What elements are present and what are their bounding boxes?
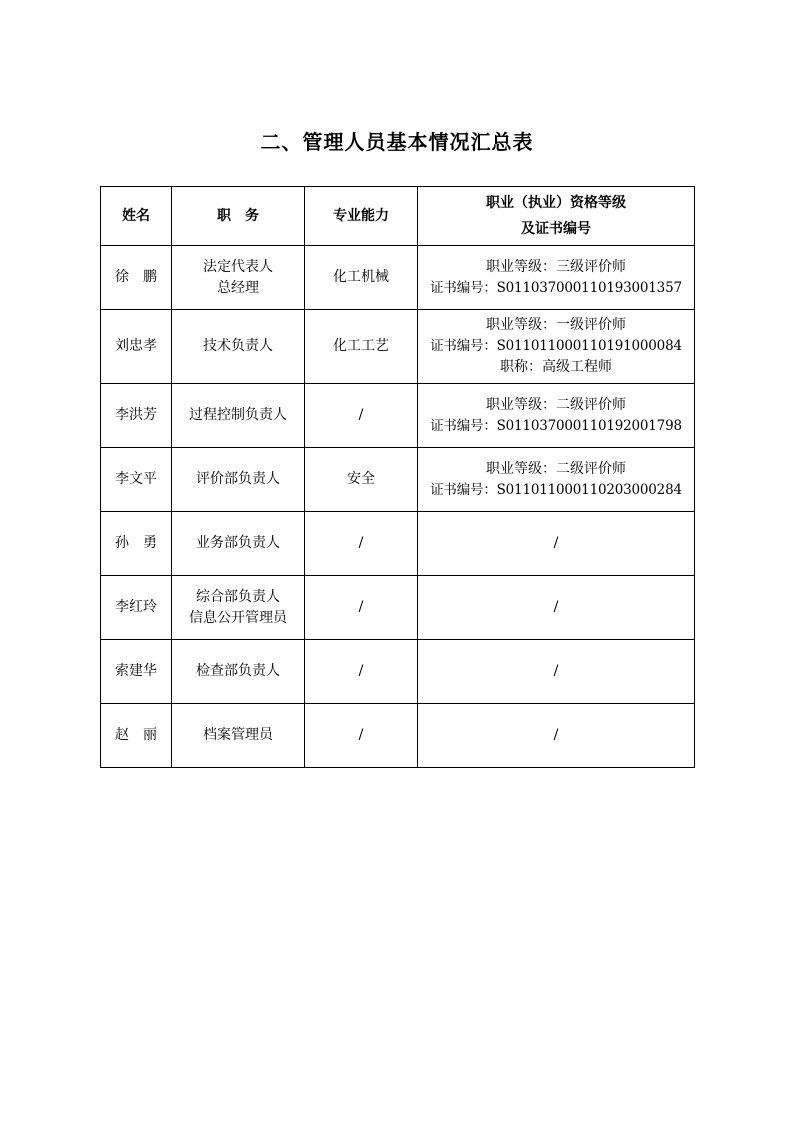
qualification-level: 职业等级：二级评价师 bbox=[486, 460, 626, 477]
cell-specialty: 化工工艺 bbox=[305, 310, 418, 384]
qualification-empty: / bbox=[553, 535, 559, 551]
table-row bbox=[101, 384, 695, 448]
table-row bbox=[101, 448, 695, 512]
cell-specialty: / bbox=[305, 576, 418, 640]
qualification-level: 职业等级：三级评价师 bbox=[486, 258, 626, 275]
page-title: 二、管理人员基本情况汇总表 bbox=[260, 130, 534, 154]
cell-qualification bbox=[418, 246, 695, 310]
management-summary-table bbox=[100, 186, 695, 768]
position-line: 档案管理员 bbox=[203, 727, 273, 743]
table-row bbox=[101, 246, 695, 310]
table-row bbox=[101, 576, 695, 640]
cell-name: 李红玲 bbox=[101, 576, 172, 640]
cell-name: 索建华 bbox=[101, 640, 172, 704]
cell-specialty: / bbox=[305, 384, 418, 448]
cell-specialty: / bbox=[305, 512, 418, 576]
cell-position bbox=[172, 310, 305, 384]
position-line: 检查部负责人 bbox=[196, 663, 280, 679]
header-specialty: 专业能力 bbox=[305, 187, 418, 246]
position-line: 业务部负责人 bbox=[196, 535, 280, 551]
certificate-number: 证书编号：S011037000110192001798 bbox=[430, 417, 682, 434]
cell-position bbox=[172, 640, 305, 704]
cell-specialty: 化工机械 bbox=[305, 246, 418, 310]
cell-name: 徐 鹏 bbox=[101, 246, 172, 310]
certificate-number: 证书编号：S011011000110191000084 bbox=[430, 338, 682, 354]
cell-qualification bbox=[418, 704, 695, 768]
position-line: 技术负责人 bbox=[203, 338, 273, 354]
cell-name: 刘忠孝 bbox=[101, 310, 172, 384]
table-row bbox=[101, 704, 695, 768]
qualification-empty: / bbox=[553, 727, 559, 743]
position-line: 过程控制负责人 bbox=[189, 407, 287, 423]
cell-qualification bbox=[418, 384, 695, 448]
qualification-level: 职业等级：二级评价师 bbox=[486, 396, 626, 413]
position-line: 法定代表人 bbox=[203, 258, 273, 275]
certificate-number: 证书编号：S011037000110193001357 bbox=[430, 279, 682, 296]
table-row bbox=[101, 640, 695, 704]
qualification-empty: / bbox=[553, 663, 559, 679]
header-name: 姓名 bbox=[101, 187, 172, 246]
cell-specialty: 安全 bbox=[305, 448, 418, 512]
cell-position bbox=[172, 448, 305, 512]
qualification-empty: / bbox=[553, 599, 559, 615]
table-header-row bbox=[101, 187, 695, 246]
cell-position bbox=[172, 512, 305, 576]
qualification-level: 职业等级：一级评价师 bbox=[486, 317, 626, 333]
position-line: 综合部负责人 bbox=[196, 588, 280, 605]
cell-qualification bbox=[418, 512, 695, 576]
cell-position bbox=[172, 246, 305, 310]
certificate-number: 证书编号：S011011000110203000284 bbox=[430, 481, 682, 498]
position-line: 总经理 bbox=[217, 279, 259, 296]
table-row bbox=[101, 310, 695, 384]
cell-qualification bbox=[418, 640, 695, 704]
cell-qualification bbox=[418, 448, 695, 512]
cell-position bbox=[172, 384, 305, 448]
cell-name: 李文平 bbox=[101, 448, 172, 512]
position-line: 评价部负责人 bbox=[196, 471, 280, 487]
professional-title: 职称：高级工程师 bbox=[500, 359, 612, 375]
position-line: 信息公开管理员 bbox=[189, 609, 287, 626]
cell-name: 孙 勇 bbox=[101, 512, 172, 576]
header-position: 职 务 bbox=[172, 187, 305, 246]
cell-specialty: / bbox=[305, 704, 418, 768]
cell-qualification bbox=[418, 576, 695, 640]
header-qualification-line1: 职业（执业）资格等级 bbox=[486, 195, 626, 211]
cell-position bbox=[172, 704, 305, 768]
cell-name: 赵 丽 bbox=[101, 704, 172, 768]
cell-specialty: / bbox=[305, 640, 418, 704]
cell-qualification bbox=[418, 310, 695, 384]
cell-position bbox=[172, 576, 305, 640]
cell-name: 李洪芳 bbox=[101, 384, 172, 448]
header-qualification-line2: 及证书编号 bbox=[521, 221, 591, 237]
header-qualification bbox=[418, 187, 695, 246]
table-row bbox=[101, 512, 695, 576]
